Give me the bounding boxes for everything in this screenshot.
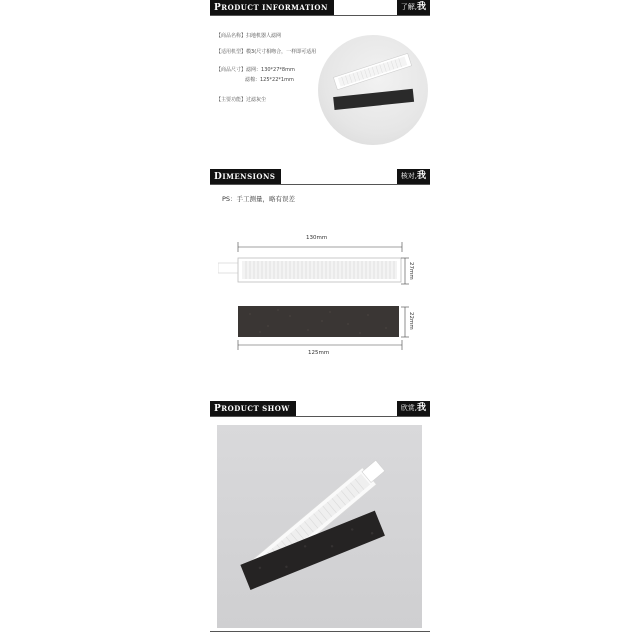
section-title: PRODUCT SHOW [210, 401, 296, 416]
info-line-function: 【主要功能】过滤灰尘 [216, 97, 267, 103]
section-header-product-show [210, 401, 430, 417]
info-line-name: 【商品名称】扫地机器人滤网 [216, 33, 282, 39]
product-thumbnail-photo [318, 35, 428, 145]
dimension-label-filter-width: 130mm [306, 235, 328, 241]
dimension-label-sponge-height: 22mm [408, 312, 414, 330]
measurement-note: PS：手工测量，略有误差 [222, 195, 296, 203]
dimension-label-sponge-width: 125mm [308, 350, 330, 356]
section-title: DIMENSIONS [210, 169, 281, 184]
section-title: PRODUCT INFORMATION [210, 0, 334, 15]
section-right-caption: 核对,我 [397, 169, 430, 184]
info-line-size-sponge: 滤棉：125*22*1mm [245, 77, 294, 83]
footer-divider [210, 631, 430, 632]
filter-drawing [218, 255, 403, 285]
info-line-size-filter: 【商品尺寸】滤网：130*27*8mm [216, 67, 295, 73]
section-header-product-information [210, 0, 430, 16]
dimension-line-filter-width [236, 240, 404, 254]
section-header-dimensions [210, 169, 430, 185]
dimension-label-filter-height: 27mm [408, 262, 414, 280]
section-right-caption: 了解,我 [397, 0, 430, 15]
product-thumbnail-illustration [318, 35, 428, 145]
product-show-illustration [217, 425, 422, 628]
product-show-photo [217, 425, 422, 628]
info-line-model: 【适用机型】模3(尺寸相吻合，一样即可适用 [216, 49, 317, 55]
sponge-drawing [238, 306, 400, 338]
section-right-caption: 欣赏,我 [397, 401, 430, 416]
